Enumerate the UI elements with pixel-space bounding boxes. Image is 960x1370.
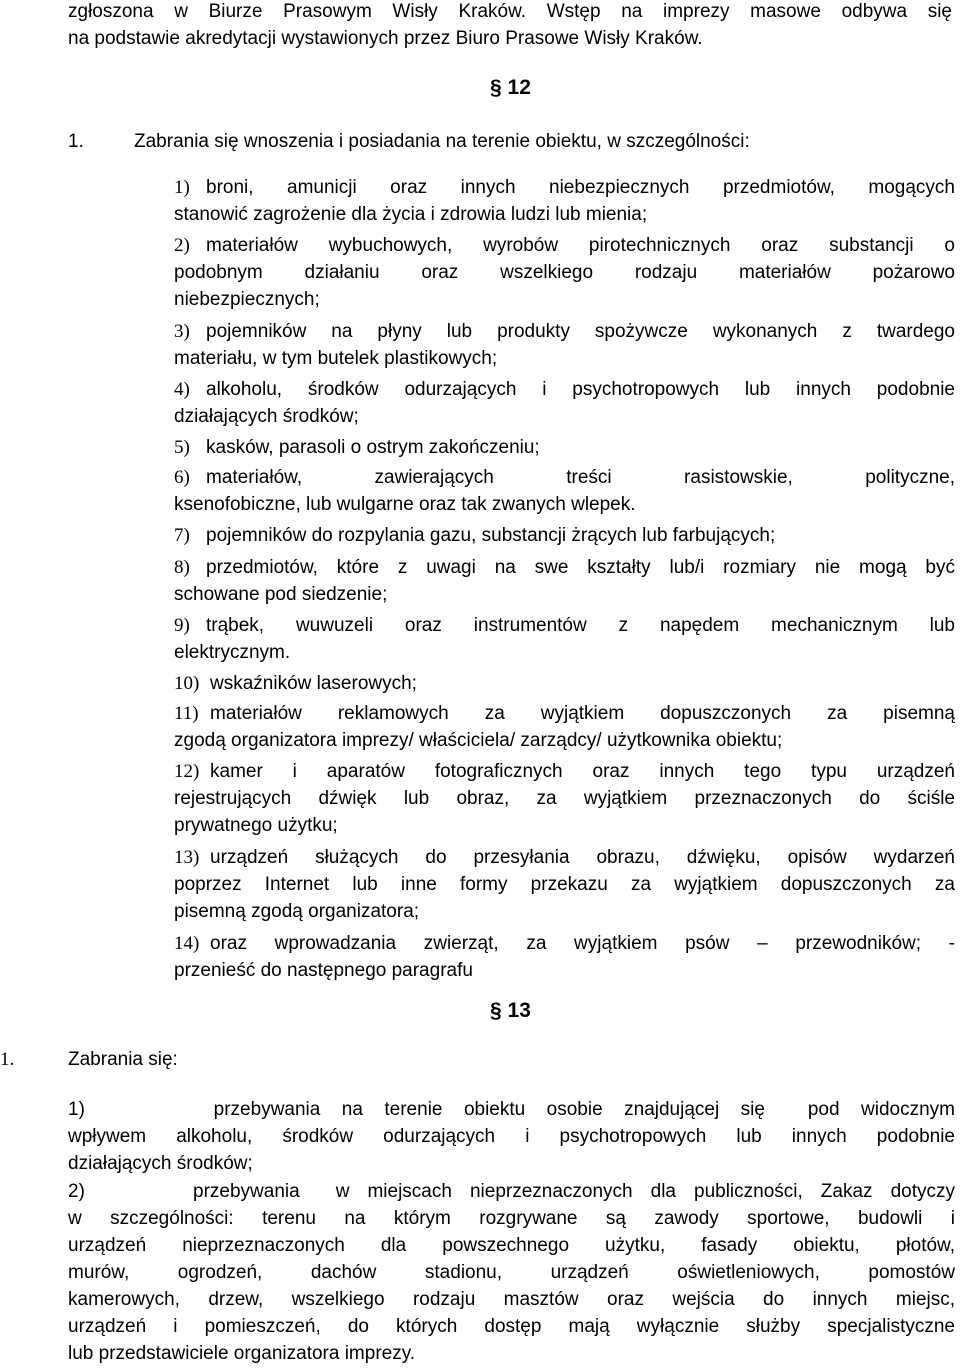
paragraph-line: urządzeń i pomieszczeń, do których dostęp mają wyłącznie służby specjalistyczne (68, 1316, 955, 1337)
list-item-text-line: podobnym działaniu oraz wszelkiego rodzaju materiałów pożarowo (174, 262, 955, 283)
list-item-text-line: urządzeń służących do przesyłania obrazu, dźwięku, opisów wydarzeń (210, 847, 955, 868)
paragraph-line: lub przedstawiciele organizatora imprezy. (68, 1343, 416, 1364)
paragraph-line: działających środków; (68, 1153, 253, 1174)
paragraph-line: 1) przebywania na terenie obiektu osobie znajdującej się pod widocznym (68, 1099, 955, 1120)
paragraph-line: wpływem alkoholu, środków odurzających i psychotropowych lub innych podobnie (68, 1126, 955, 1147)
list-item-text-line: rejestrujących dźwięk lub obraz, za wyjątkiem przeznaczonych do ściśle (174, 788, 955, 809)
list-item-number: 1) (174, 177, 190, 198)
list-item-text-line: trąbek, wuwuzeli oraz instrumentów z napędem mechanicznym lub (206, 615, 955, 636)
list-item-text-line: niebezpiecznych; (174, 289, 320, 310)
list-item-text-line: alkoholu, środków odurzających i psychotropowych lub innych podobnie (206, 379, 955, 400)
list-item-number: 5) (174, 437, 190, 458)
list-item-text-line: elektrycznym. (174, 642, 291, 663)
list-item-text-line: stanowić zagrożenie dla życia i zdrowia ludzi lub mienia; (174, 204, 648, 225)
list-item-text-line: broni, amunicji oraz innych niebezpiecznych przedmiotów, mogących (206, 177, 955, 198)
list-item-number: 9) (174, 615, 190, 636)
list-item-text-line: materiałów wybuchowych, wyrobów pirotechnicznych oraz substancji o (206, 235, 955, 256)
list-item-text-line: ksenofobiczne, lub wulgarne oraz tak zwanych wlepek. (174, 494, 636, 515)
paragraph-line: kamerowych, drzew, wszelkiego rodzaju masztów oraz wejścia do innych miejsc, (68, 1289, 955, 1310)
list-item-text-line: pisemną zgodą organizatora; (174, 901, 420, 922)
list-item-number: 6) (174, 467, 190, 488)
list-item-number: 3) (174, 321, 190, 342)
section-13-heading: § 13 (490, 999, 531, 1022)
list-item-text-line: materiałów, zawierających treści rasistowskie, polityczne, (206, 467, 955, 488)
section-12-clause-text: Zabrania się wnoszenia i posiadania na terenie obiektu, w szczególności: (134, 131, 750, 152)
list-item-text-line: przedmiotów, które z uwagi na swe kształty lub/i rozmiary nie mogą być (206, 557, 955, 578)
list-item-number: 4) (174, 379, 190, 400)
paragraph-line: w szczególności: terenu na którym rozgrywane są zawody sportowe, budowli i (68, 1208, 955, 1229)
list-item-text-line: pojemników na płyny lub produkty spożywcze wykonanych z twardego (206, 321, 955, 342)
intro-line-2: na podstawie akredytacji wystawionych przez Biuro Prasowe Wisły Kraków. (68, 28, 703, 49)
section-12-heading: § 12 (490, 76, 531, 99)
list-item-text-line: wskaźników laserowych; (210, 673, 417, 694)
list-item-number: 11) (174, 703, 199, 724)
list-item-number: 12) (174, 761, 200, 782)
list-item-text-line: poprzez Internet lub inne formy przekazu za wyjątkiem dopuszczonych za (174, 874, 955, 895)
paragraph-line: murów, ogrodzeń, dachów stadionu, urządzeń oświetleniowych, pomostów (68, 1262, 955, 1283)
list-item-text-line: kamer i aparatów fotograficznych oraz innych tego typu urządzeń (210, 761, 955, 782)
list-item-number: 2) (174, 235, 190, 256)
list-item-text-line: oraz wprowadzania zwierząt, za wyjątkiem psów – przewodników; - (210, 933, 955, 954)
section-12-clause-number: 1. (68, 131, 84, 152)
paragraph-line: 2) przebywania w miejscach nieprzeznaczonych dla publiczności, Zakaz dotyczy (68, 1181, 955, 1202)
list-item-text-line: materiału, w tym butelek plastikowych; (174, 348, 498, 369)
list-item-number: 14) (174, 933, 200, 954)
list-item-text-line: schowane pod siedzenie; (174, 584, 388, 605)
list-item-text-line: kasków, parasoli o ostrym zakończeniu; (206, 437, 540, 458)
list-item-text-line: materiałów reklamowych za wyjątkiem dopuszczonych za pisemną (210, 703, 955, 724)
list-item-number: 7) (174, 525, 190, 546)
list-item-number: 8) (174, 557, 190, 578)
list-item-text-line: przenieść do następnego paragrafu (174, 960, 473, 981)
list-item-text-line: zgodą organizatora imprezy/ właściciela/ zarządcy/ użytkownika obiektu; (174, 730, 783, 751)
section-13-clause-number: 1. (0, 1049, 15, 1070)
list-item-number: 10) (174, 673, 200, 694)
list-item-text-line: pojemników do rozpylania gazu, substancji żrących lub farbujących; (206, 525, 776, 546)
intro-line-1: zgłoszona w Biurze Prasowym Wisły Kraków. Wstęp na imprezy masowe odbywa się (68, 1, 952, 22)
section-13-clause-text: Zabrania się: (68, 1049, 178, 1070)
list-item-number: 13) (174, 847, 200, 868)
list-item-text-line: prywatnego użytku; (174, 815, 338, 836)
paragraph-line: urządzeń nieprzeznaczonych dla powszechnego użytku, fasady obiektu, płotów, (68, 1235, 955, 1256)
list-item-text-line: działających środków; (174, 406, 359, 427)
